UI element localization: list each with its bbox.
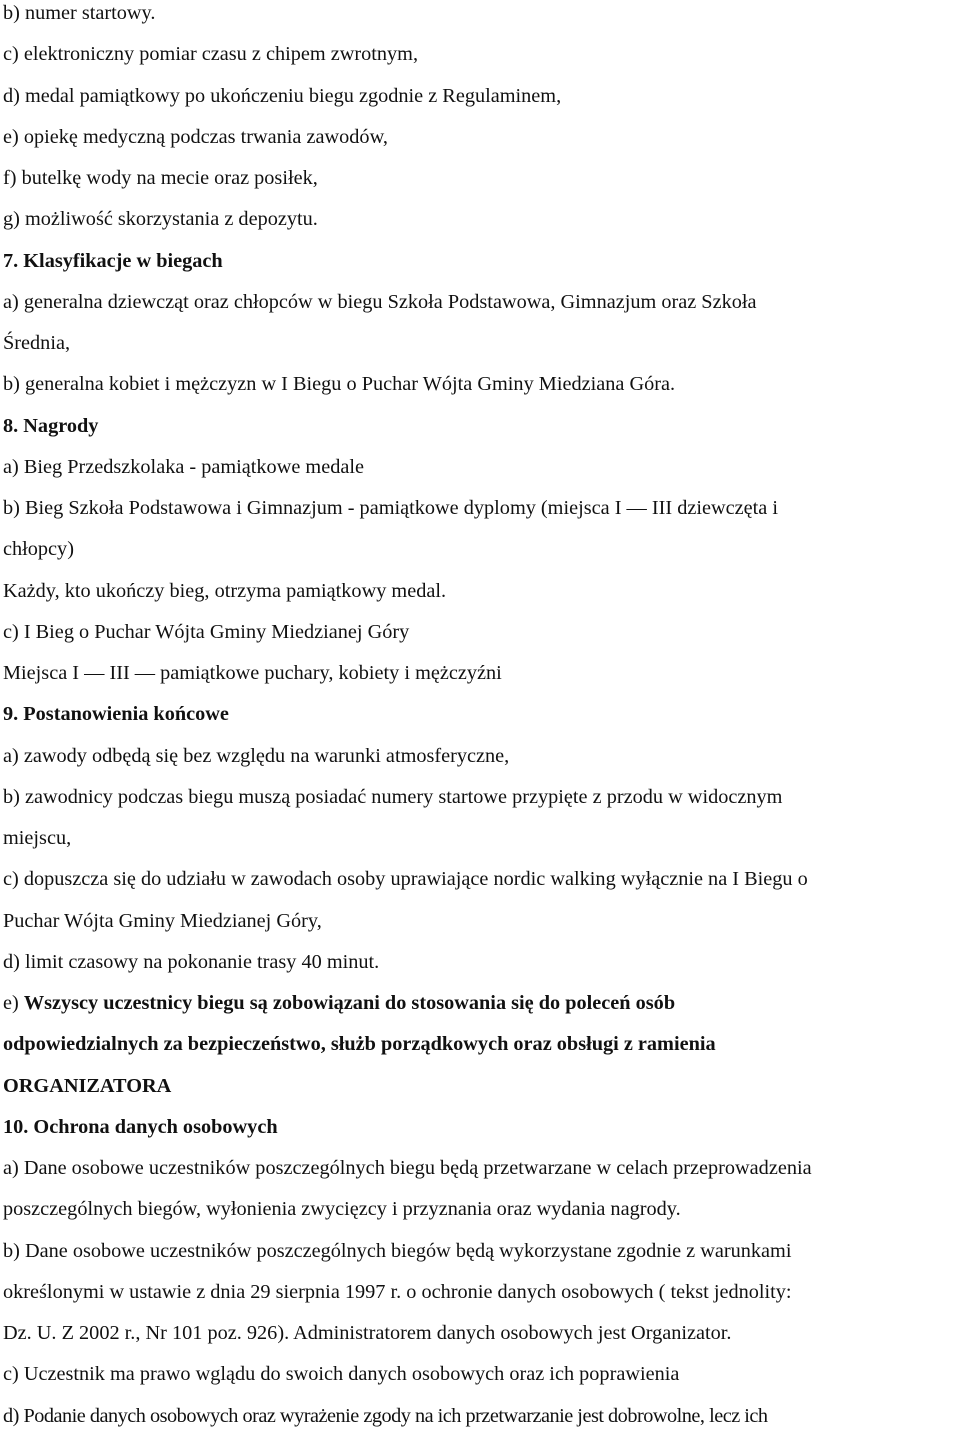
- list-item: d) Podanie danych osobowych oraz wyrażenie zgody na ich przetwarzanie jest dobrowolne, lecz ich: [3, 1404, 768, 1427]
- list-item: Każdy, kto ukończy bieg, otrzyma pamiątkowy medal.: [3, 579, 447, 602]
- section-heading: 7. Klasyfikacje w biegach: [3, 249, 223, 272]
- list-item: e) opiekę medyczną podczas trwania zawodów,: [3, 125, 388, 148]
- list-item: Dz. U. Z 2002 r., Nr 101 poz. 926). Administratorem danych osobowych jest Organizator.: [3, 1322, 732, 1344]
- list-item: b) zawodnicy podczas biegu muszą posiadać numery startowe przypięte z przodu w widocznym: [3, 785, 783, 808]
- list-item-prefix: e): [3, 992, 24, 1014]
- list-item: a) generalna dziewcząt oraz chłopców w biegu Szkoła Podstawowa, Gimnazjum oraz Szkoła: [3, 290, 757, 313]
- list-item: chłopcy): [3, 538, 74, 561]
- list-item: Miejsca I — III — pamiątkowe puchary, kobiety i mężczyźni: [3, 662, 502, 684]
- list-item: g) możliwość skorzystania z depozytu.: [3, 208, 318, 231]
- list-item: b) Dane osobowe uczestników poszczególnych biegów będą wykorzystane zgodnie z warunkami: [3, 1239, 792, 1262]
- bold-notice: odpowiedzialnych za bezpieczeństwo, służb porządkowych oraz obsługi z ramienia: [3, 1033, 716, 1056]
- list-item: c) elektroniczny pomiar czasu z chipem zwrotnym,: [3, 43, 419, 66]
- section-heading: 9. Postanowienia końcowe: [3, 703, 229, 726]
- list-item: a) Dane osobowe uczestników poszczególnych biegu będą przetwarzane w celach przeprowadzenia: [3, 1157, 812, 1179]
- list-item: poszczególnych biegów, wyłonienia zwycięzcy i przyznania oraz wydania nagrody.: [3, 1198, 681, 1221]
- list-item: określonymi w ustawie z dnia 29 sierpnia 1997 r. o ochronie danych osobowych ( tekst jednolity:: [3, 1280, 792, 1303]
- list-item: f) butelkę wody na mecie oraz posiłek,: [3, 167, 318, 189]
- list-item: b) generalna kobiet i mężczyzn w I Biegu o Puchar Wójta Gminy Miedziana Góra.: [3, 373, 676, 396]
- section-heading: 10. Ochrona danych osobowych: [3, 1115, 278, 1138]
- list-item: b) Bieg Szkoła Podstawowa i Gimnazjum - pamiątkowe dyplomy (miejsca I — III dziewczęta i: [3, 497, 778, 519]
- document-page: [3, 0, 958, 1437]
- section-heading: 8. Nagrody: [3, 414, 99, 437]
- list-item: miejscu,: [3, 827, 72, 849]
- list-item: a) zawody odbędą się bez względu na warunki atmosferyczne,: [3, 744, 510, 767]
- list-item: c) dopuszcza się do udziału w zawodach osoby uprawiające nordic walking wyłącznie na I Biegu o: [3, 868, 808, 891]
- list-item: a) Bieg Przedszkolaka - pamiątkowe medale: [3, 455, 364, 478]
- list-item: Średnia,: [3, 332, 71, 354]
- list-item: Puchar Wójta Gminy Miedzianej Góry,: [3, 909, 322, 932]
- list-item: d) medal pamiątkowy po ukończeniu biegu zgodnie z Regulaminem,: [3, 84, 562, 107]
- list-item: [3, 983, 958, 1024]
- bold-notice: Wszyscy uczestnicy biegu są zobowiązani do stosowania się do poleceń osób: [23, 992, 676, 1014]
- list-item: b) numer startowy.: [3, 2, 156, 24]
- list-item: d) limit czasowy na pokonanie trasy 40 minut.: [3, 950, 380, 973]
- list-item: c) Uczestnik ma prawo wglądu do swoich danych osobowych oraz ich poprawienia: [3, 1363, 680, 1386]
- bold-notice: ORGANIZATORA: [3, 1074, 172, 1097]
- list-item: c) I Bieg o Puchar Wójta Gminy Miedzianej Góry: [3, 620, 410, 643]
